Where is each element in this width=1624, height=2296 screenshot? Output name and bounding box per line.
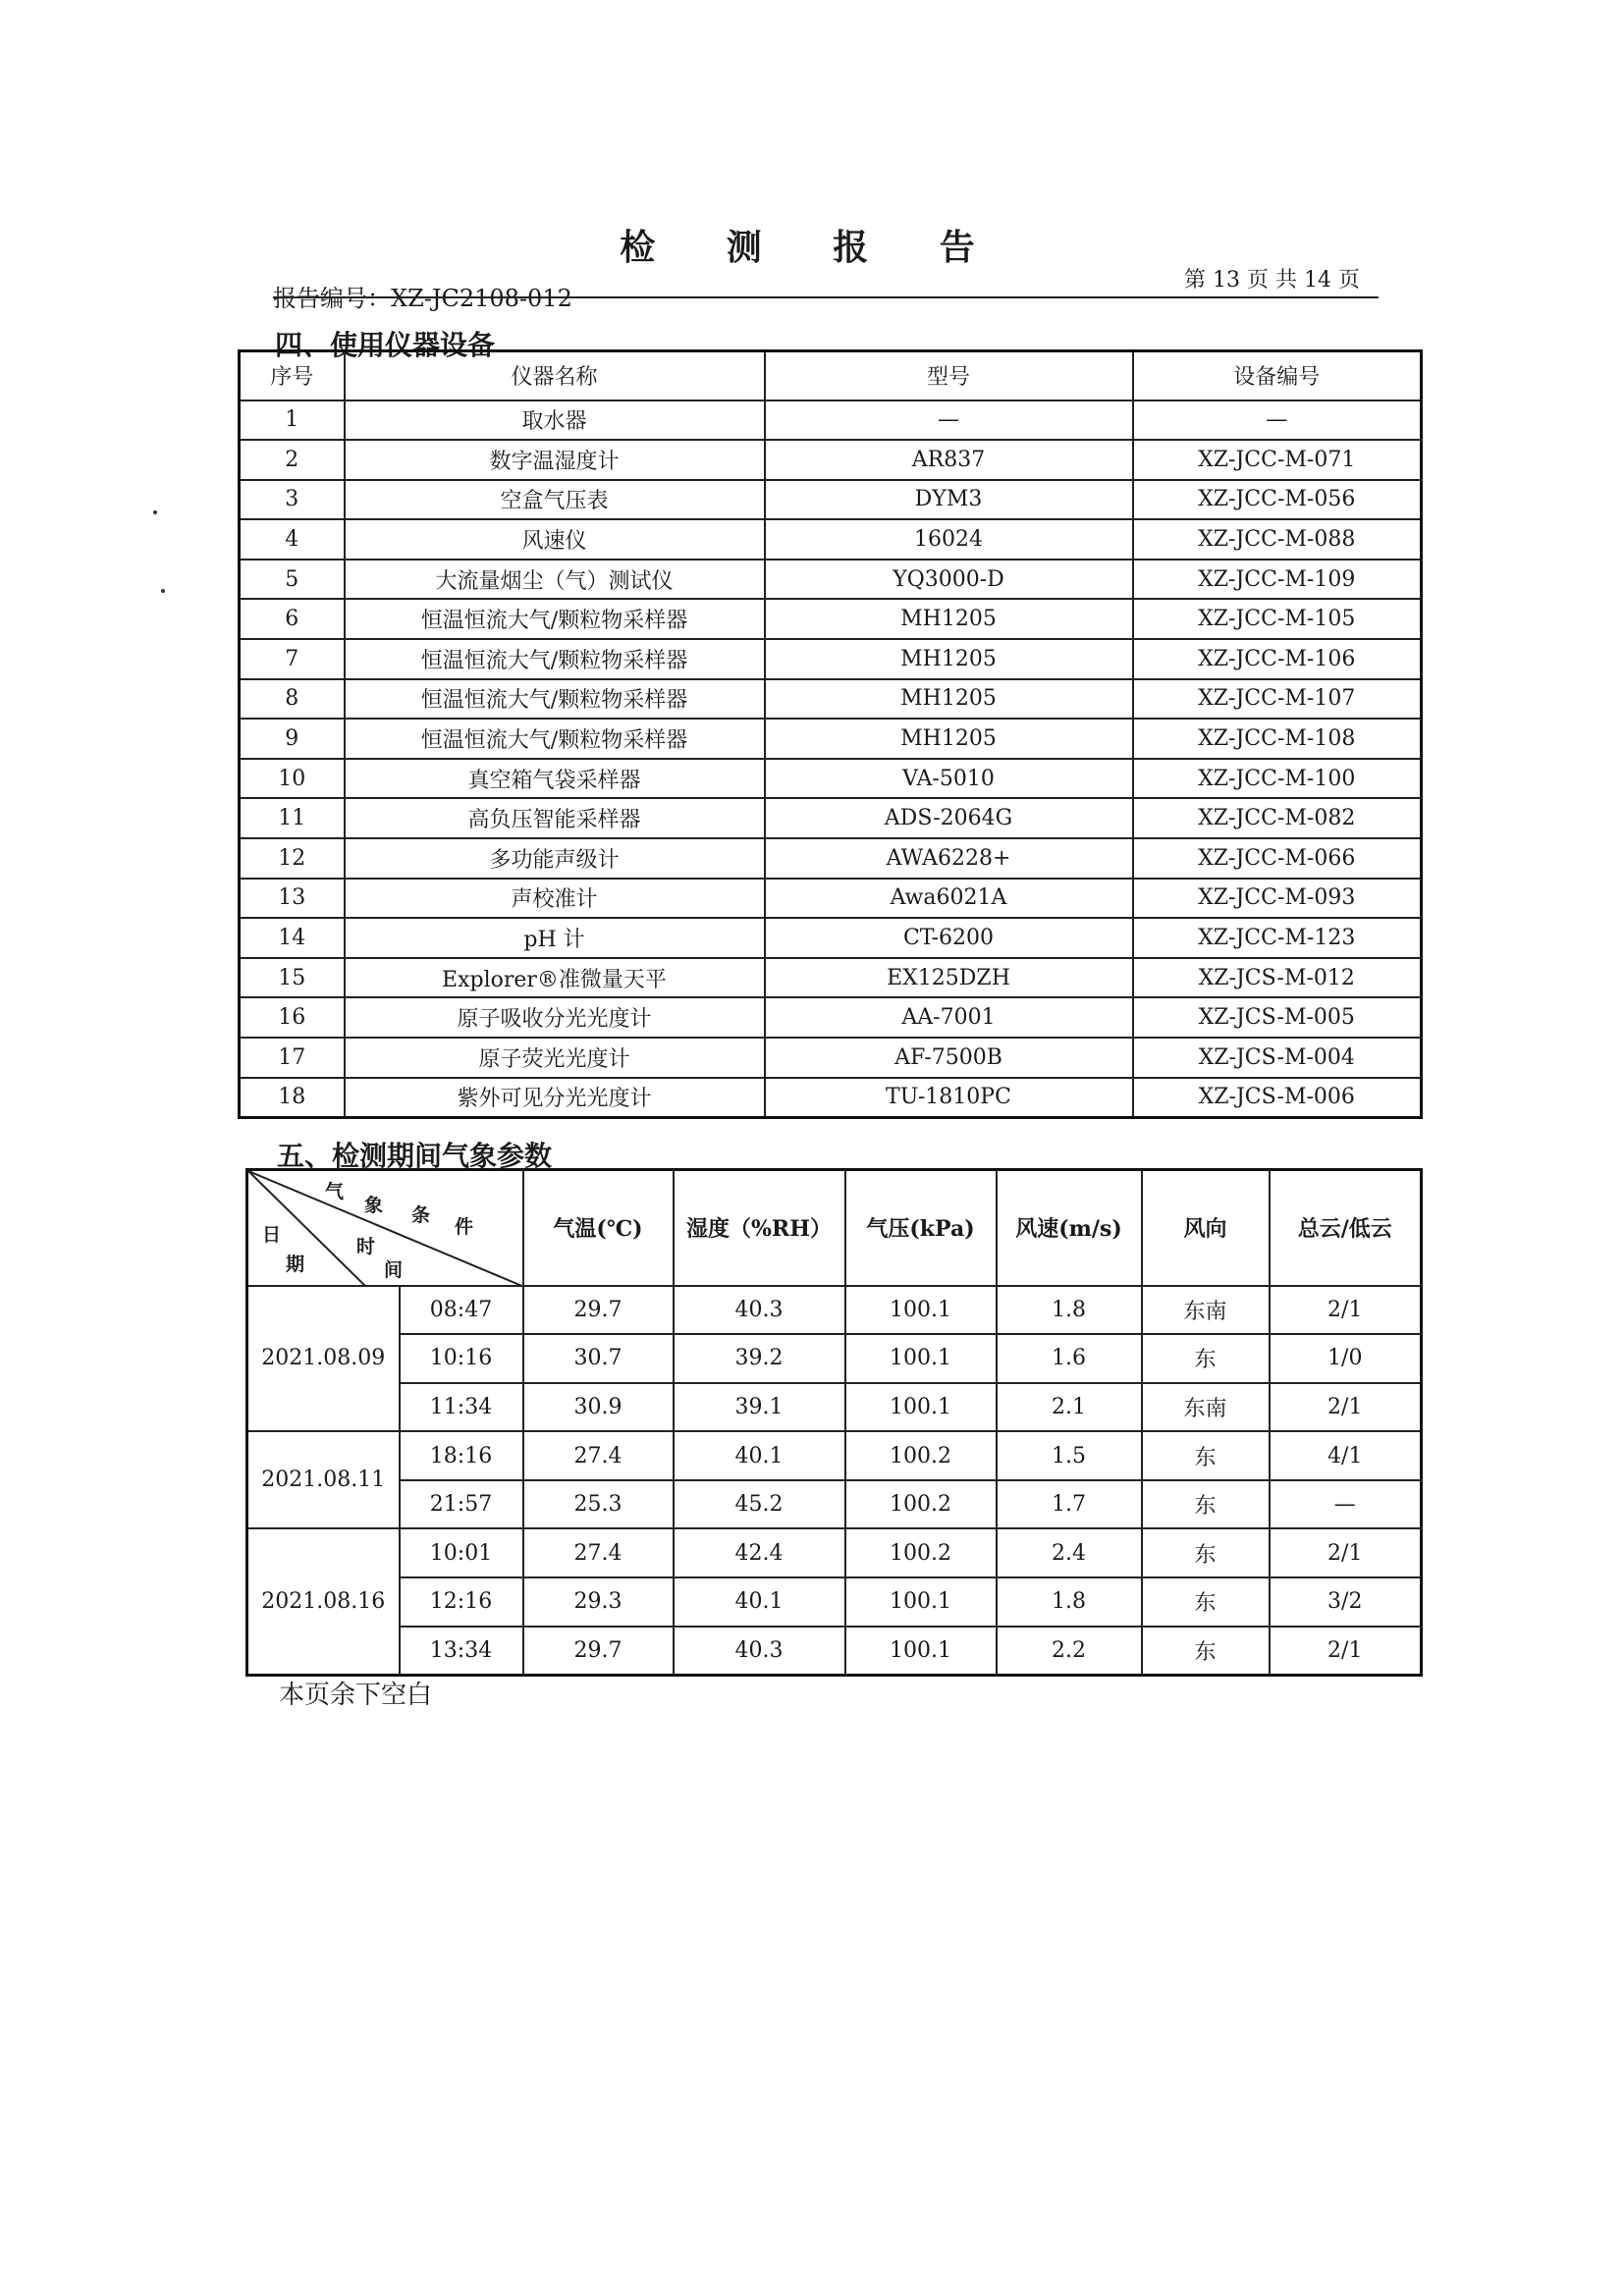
column-header: 湿度（%RH）: [674, 1170, 845, 1286]
equipment-id: XZ-JCC-M-106: [1133, 639, 1422, 679]
wind-speed: 1.8: [997, 1286, 1142, 1335]
time: 10:01: [400, 1528, 523, 1577]
equipment-id: XZ-JCC-M-082: [1133, 798, 1422, 838]
cloud-cover: 2/1: [1270, 1627, 1422, 1676]
column-header: 型号: [765, 351, 1133, 400]
table-row: [247, 1383, 1422, 1432]
pressure: 100.2: [845, 1431, 997, 1480]
model: CT-6200: [765, 918, 1133, 958]
wind-speed: 2.2: [997, 1627, 1142, 1676]
table-header-row: [247, 1170, 1422, 1286]
model: 16024: [765, 519, 1133, 560]
humidity: 40.1: [674, 1431, 845, 1480]
cloud-cover: 3/2: [1270, 1577, 1422, 1627]
equipment-id: XZ-JCC-M-105: [1133, 599, 1422, 639]
table-row: [247, 1528, 1422, 1577]
table-row: [240, 440, 1422, 480]
table-row: [240, 879, 1422, 919]
diag-label: 日: [262, 1224, 282, 1246]
instrument-name: 恒温恒流大气/颗粒物采样器: [345, 639, 765, 679]
model: EX125DZH: [765, 958, 1133, 998]
row-index: 13: [240, 879, 345, 919]
table-row: [240, 1038, 1422, 1078]
model: DYM3: [765, 480, 1133, 520]
pressure: 100.1: [845, 1577, 997, 1627]
equipment-id: —: [1133, 400, 1422, 441]
header-rule: [273, 296, 1379, 298]
row-index: 6: [240, 599, 345, 639]
table-row: [247, 1334, 1422, 1383]
time: 21:57: [400, 1480, 523, 1529]
humidity: 40.3: [674, 1286, 845, 1335]
row-index: 2: [240, 440, 345, 480]
table-row: [240, 838, 1422, 879]
pressure: 100.1: [845, 1286, 997, 1335]
date-cell: 2021.08.09: [247, 1286, 400, 1432]
cloud-cover: 2/1: [1270, 1286, 1422, 1335]
table-row: [240, 639, 1422, 679]
humidity: 45.2: [674, 1480, 845, 1529]
temperature: 30.7: [523, 1334, 674, 1383]
model: AWA6228+: [765, 838, 1133, 879]
column-header: 风向: [1142, 1170, 1270, 1286]
column-header: 总云/低云: [1270, 1170, 1422, 1286]
table-row: [247, 1480, 1422, 1529]
humidity: 42.4: [674, 1528, 845, 1577]
equipment-id: XZ-JCC-M-088: [1133, 519, 1422, 560]
table-row: [240, 679, 1422, 720]
table-row: [247, 1431, 1422, 1480]
column-header: 气温(℃): [523, 1170, 674, 1286]
row-index: 16: [240, 997, 345, 1038]
diag-label: 条: [411, 1204, 431, 1226]
temperature: 30.9: [523, 1383, 674, 1432]
humidity: 39.2: [674, 1334, 845, 1383]
cloud-cover: 2/1: [1270, 1528, 1422, 1577]
date-cell: 2021.08.11: [247, 1431, 400, 1528]
instrument-name: pH 计: [345, 918, 765, 958]
time: 13:34: [400, 1627, 523, 1676]
column-header: 风速(m/s): [997, 1170, 1142, 1286]
equipment-id: XZ-JCC-M-123: [1133, 918, 1422, 958]
time: 12:16: [400, 1577, 523, 1627]
temperature: 29.3: [523, 1577, 674, 1627]
model: AR837: [765, 440, 1133, 480]
wind-direction: 东: [1142, 1577, 1270, 1627]
weather-table: [245, 1168, 1423, 1677]
model: Awa6021A: [765, 879, 1133, 919]
table-row: [240, 480, 1422, 520]
pressure: 100.1: [845, 1627, 997, 1676]
row-index: 9: [240, 719, 345, 759]
table-row: [247, 1627, 1422, 1676]
instrument-name: 原子吸收分光光度计: [345, 997, 765, 1038]
table-row: [240, 400, 1422, 441]
row-index: 10: [240, 759, 345, 799]
page-number: 第 13 页 共 14 页: [1184, 268, 1360, 293]
wind-direction: 东南: [1142, 1286, 1270, 1335]
row-index: 14: [240, 918, 345, 958]
row-index: 11: [240, 798, 345, 838]
wind-direction: 东: [1142, 1528, 1270, 1577]
instrument-name: 恒温恒流大气/颗粒物采样器: [345, 599, 765, 639]
instrument-name: 数字温湿度计: [345, 440, 765, 480]
model: MH1205: [765, 719, 1133, 759]
row-index: 15: [240, 958, 345, 998]
equipment-table: [238, 349, 1423, 1119]
instrument-name: Explorer®准微量天平: [345, 958, 765, 998]
pressure: 100.1: [845, 1334, 997, 1383]
wind-direction: 东南: [1142, 1383, 1270, 1432]
equipment-id: XZ-JCS-M-004: [1133, 1038, 1422, 1078]
cloud-cover: 1/0: [1270, 1334, 1422, 1383]
wind-direction: 东: [1142, 1334, 1270, 1383]
time: 11:34: [400, 1383, 523, 1432]
row-index: 1: [240, 400, 345, 441]
table-row: [240, 997, 1422, 1038]
model: MH1205: [765, 679, 1133, 720]
table-row: [240, 599, 1422, 639]
table-row: [247, 1577, 1422, 1627]
equipment-id: XZ-JCS-M-012: [1133, 958, 1422, 998]
pressure: 100.2: [845, 1528, 997, 1577]
row-index: 3: [240, 480, 345, 520]
temperature: 25.3: [523, 1480, 674, 1529]
time: 10:16: [400, 1334, 523, 1383]
equipment-id: XZ-JCC-M-093: [1133, 879, 1422, 919]
table-row: [240, 918, 1422, 958]
table-row: [240, 958, 1422, 998]
wind-speed: 1.7: [997, 1480, 1142, 1529]
instrument-name: 空盒气压表: [345, 480, 765, 520]
instrument-name: 风速仪: [345, 519, 765, 560]
instrument-name: 恒温恒流大气/颗粒物采样器: [345, 719, 765, 759]
wind-direction: 东: [1142, 1431, 1270, 1480]
table-row: [240, 759, 1422, 799]
equipment-id: XZ-JCS-M-006: [1133, 1078, 1422, 1118]
instrument-name: 声校准计: [345, 879, 765, 919]
model: ADS-2064G: [765, 798, 1133, 838]
table-row: [240, 519, 1422, 560]
pressure: 100.2: [845, 1480, 997, 1529]
table-header-row: [240, 351, 1422, 400]
row-index: 5: [240, 560, 345, 600]
diag-label: 气: [325, 1181, 345, 1202]
remark-text: 本页余下空白: [279, 1681, 433, 1710]
wind-direction: 东: [1142, 1480, 1270, 1529]
equipment-id: XZ-JCC-M-066: [1133, 838, 1422, 879]
equipment-id: XZ-JCC-M-107: [1133, 679, 1422, 720]
model: MH1205: [765, 639, 1133, 679]
instrument-name: 取水器: [345, 400, 765, 441]
scan-speck: [161, 589, 165, 593]
column-header: 仪器名称: [345, 351, 765, 400]
instrument-name: 紫外可见分光光度计: [345, 1078, 765, 1118]
row-index: 7: [240, 639, 345, 679]
row-index: 12: [240, 838, 345, 879]
cloud-cover: 2/1: [1270, 1383, 1422, 1432]
wind-speed: 2.1: [997, 1383, 1142, 1432]
wind-speed: 2.4: [997, 1528, 1142, 1577]
wind-speed: 1.8: [997, 1577, 1142, 1627]
equipment-id: XZ-JCC-M-056: [1133, 480, 1422, 520]
report-number: 报告编号：XZ-JC2108-012: [273, 285, 572, 312]
equipment-id: XZ-JCS-M-005: [1133, 997, 1422, 1038]
diagonal-header-cell: [247, 1170, 523, 1286]
table-row: [240, 798, 1422, 838]
column-header: 设备编号: [1133, 351, 1422, 400]
table-row: [240, 719, 1422, 759]
humidity: 40.1: [674, 1577, 845, 1627]
instrument-name: 真空箱气袋采样器: [345, 759, 765, 799]
temperature: 27.4: [523, 1431, 674, 1480]
diag-label: 件: [455, 1216, 474, 1238]
instrument-name: 原子荧光光度计: [345, 1038, 765, 1078]
model: VA-5010: [765, 759, 1133, 799]
table-row: [247, 1286, 1422, 1335]
instrument-name: 多功能声级计: [345, 838, 765, 879]
time: 18:16: [400, 1431, 523, 1480]
instrument-name: 大流量烟尘（气）测试仪: [345, 560, 765, 600]
row-index: 18: [240, 1078, 345, 1118]
report-title: 检 测 报 告: [620, 227, 1004, 268]
temperature: 29.7: [523, 1286, 674, 1335]
row-index: 8: [240, 679, 345, 720]
cloud-cover: 4/1: [1270, 1431, 1422, 1480]
model: MH1205: [765, 599, 1133, 639]
diag-label: 间: [384, 1259, 404, 1281]
model: AA-7001: [765, 997, 1133, 1038]
equipment-id: XZ-JCC-M-100: [1133, 759, 1422, 799]
date-cell: 2021.08.16: [247, 1528, 400, 1675]
model: TU-1810PC: [765, 1078, 1133, 1118]
table-row: [240, 560, 1422, 600]
model: —: [765, 400, 1133, 441]
diag-label: 时: [356, 1236, 376, 1257]
wind-speed: 1.6: [997, 1334, 1142, 1383]
row-index: 17: [240, 1038, 345, 1078]
section-title-weather: 五、检测期间气象参数: [277, 1140, 553, 1172]
wind-direction: 东: [1142, 1627, 1270, 1676]
row-index: 4: [240, 519, 345, 560]
temperature: 29.7: [523, 1627, 674, 1676]
model: AF-7500B: [765, 1038, 1133, 1078]
equipment-id: XZ-JCC-M-108: [1133, 719, 1422, 759]
wind-speed: 1.5: [997, 1431, 1142, 1480]
temperature: 27.4: [523, 1528, 674, 1577]
model: YQ3000-D: [765, 560, 1133, 600]
scan-speck: [153, 510, 157, 514]
diag-label: 象: [364, 1195, 384, 1216]
instrument-name: 恒温恒流大气/颗粒物采样器: [345, 679, 765, 720]
column-header: 气压(kPa): [845, 1170, 997, 1286]
humidity: 39.1: [674, 1383, 845, 1432]
humidity: 40.3: [674, 1627, 845, 1676]
time: 08:47: [400, 1286, 523, 1335]
pressure: 100.1: [845, 1383, 997, 1432]
cloud-cover: —: [1270, 1480, 1422, 1529]
instrument-name: 高负压智能采样器: [345, 798, 765, 838]
equipment-id: XZ-JCC-M-109: [1133, 560, 1422, 600]
column-header: 序号: [240, 351, 345, 400]
section-title-equipment: 四、使用仪器设备: [275, 329, 496, 361]
diag-label: 期: [286, 1254, 305, 1275]
table-row: [240, 1078, 1422, 1118]
equipment-id: XZ-JCC-M-071: [1133, 440, 1422, 480]
